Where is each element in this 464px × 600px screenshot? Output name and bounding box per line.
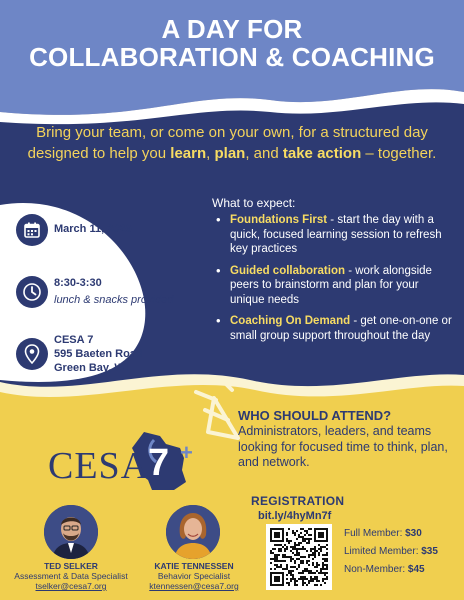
- list-item: [216, 314, 452, 343]
- qr-code-icon: [270, 528, 328, 586]
- meal-note: lunch & snacks provided: [54, 294, 174, 306]
- page-title-line2: COLLABORATION & COACHING: [29, 42, 435, 72]
- staff-name: KATIE TENNESSEN: [154, 561, 234, 571]
- price-full: [344, 528, 422, 539]
- avatar: [44, 505, 98, 559]
- location-pin-icon: [16, 338, 48, 370]
- intro-text: [22, 122, 442, 164]
- cesa7-logo: [48, 430, 218, 494]
- intro-part1: Bring your team, or come on your own, for a structured day designed to help you: [27, 124, 428, 162]
- expect-list: [216, 213, 452, 350]
- price-label: Full Member:: [344, 528, 406, 539]
- qr-code[interactable]: [266, 524, 332, 590]
- who-heading: WHO SHOULD ATTEND?: [238, 408, 392, 423]
- registration-link[interactable]: bit.ly/4hyMn7f: [258, 510, 332, 522]
- logo-text: CESA: [48, 445, 150, 487]
- address-line1: 595 Baeten Road: [54, 348, 143, 360]
- staff-block-2: [132, 561, 256, 591]
- intro-part2: – together.: [361, 145, 437, 162]
- staff1-photo-icon: [44, 505, 98, 559]
- price-limited: [344, 546, 438, 557]
- expect-item-head: Foundations First: [230, 214, 328, 226]
- expect-item-head: Coaching On Demand: [230, 315, 351, 327]
- price-amount: $30: [405, 528, 422, 539]
- expect-item-text: - work alongside peers to brainstorm and plan for your unique needs: [230, 264, 432, 306]
- list-item: [216, 213, 452, 257]
- staff-email-link[interactable]: tselker@cesa7.org: [35, 581, 107, 591]
- expect-item-text: - get one-on-one or small group support throughout the day: [230, 315, 452, 342]
- intro-learn: learn: [170, 145, 207, 162]
- intro-plan: plan: [214, 145, 246, 162]
- expect-item-head: Guided collaboration: [230, 264, 346, 277]
- price-amount: $45: [407, 564, 425, 575]
- staff-email-link[interactable]: ktennessen@cesa7.org: [149, 581, 239, 591]
- price-non-member: [344, 564, 425, 575]
- price-amount: $35: [421, 546, 438, 557]
- expect-title: What to expect:: [212, 196, 296, 210]
- logo-number: 7: [148, 442, 170, 484]
- list-item: [216, 264, 452, 308]
- event-date: March 11, 2026: [54, 223, 132, 235]
- intro-take-action: take action: [282, 145, 362, 162]
- calendar-icon: [16, 214, 48, 246]
- clock-icon: [16, 276, 48, 308]
- intro-sep2: , and: [245, 145, 283, 162]
- price-label: Limited Member:: [344, 546, 422, 557]
- staff-name: TED SELKER: [44, 561, 98, 571]
- event-time: 8:30-3:30: [54, 277, 102, 289]
- location-block: [54, 333, 143, 375]
- registration-heading: REGISTRATION: [251, 494, 345, 508]
- address-line2: Green Bay, WI: [54, 362, 128, 374]
- page-title-line1: A DAY FOR: [161, 14, 303, 44]
- who-text: Administrators, leaders, and teams looking for focused time to think, plan, and network.: [238, 424, 448, 469]
- location-name: CESA 7: [54, 334, 94, 346]
- staff-role: Assessment & Data Specialist: [14, 571, 128, 581]
- expect-item-text: - start the day with a quick, focused learning session to refresh key practices: [230, 214, 442, 255]
- staff-role: Behavior Specialist: [157, 571, 231, 581]
- staff2-photo-icon: [166, 505, 220, 559]
- avatar: [166, 505, 220, 559]
- plus-icon: +: [180, 440, 193, 465]
- intro-sep1: ,: [206, 145, 215, 162]
- price-label: Non-Member:: [344, 564, 408, 575]
- staff-block-1: [0, 561, 142, 591]
